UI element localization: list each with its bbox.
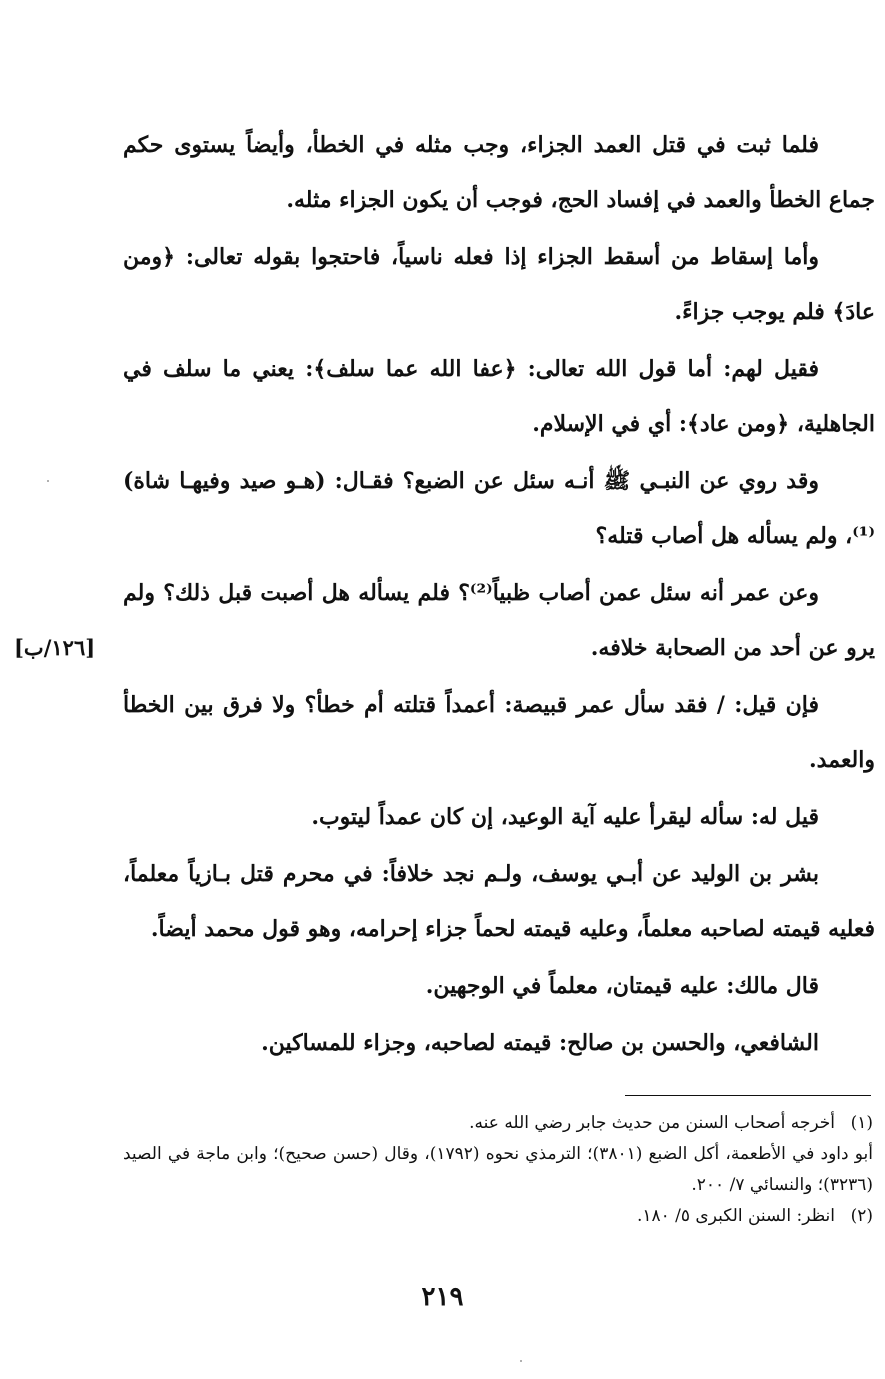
footnote-2: [123, 1201, 873, 1232]
paragraph-6: فإن قيل: / فقد سأل عمر قبيصة: أعمداً قتلته أم خطأ؟ ولا فرق بين الخطأ والعمد.: [123, 692, 875, 773]
scan-speck: [520, 1360, 522, 1362]
paragraph-8: بشر بن الوليد عن أبـي يوسف، ولـم نجد خلافاً: في محرم قتل بـازياً معلماً، فعليه قيمته لصاحبه معلماً، وعليه قيمته لحماً جزاء إحرامه، وهو قول محمد أيضاً.: [123, 861, 875, 942]
footnote-2-text: انظر: السنن الكبرى ٥/ ١٨٠.: [636, 1206, 835, 1226]
footnotes: [123, 1108, 873, 1232]
main-text: [123, 118, 875, 1073]
footnote-1-number: (١): [850, 1113, 873, 1133]
footnote-1-continuation: أبو داود في الأطعمة، أكل الضبع (٣٨٠١)؛ الترمذي نحوه (١٧٩٢)، وقال (حسن صحيح)؛ وابن ماجة في الصيد (٣٢٣٦)؛ والنسائي ٧/ ٢٠٠.: [123, 1144, 873, 1195]
footnote-divider: [625, 1095, 871, 1096]
footnote-2-number: (٢): [850, 1206, 873, 1226]
paragraph-9: قال مالك: عليه قيمتان، معلماً في الوجهين.: [425, 973, 819, 999]
paragraph-4: وقد روي عن النبـي ﷺ أنـه سئل عن الضبع؟ فقـال: (هـو صيد وفيهـا شاة)⁽¹⁾، ولم يسأله هل أصاب قتله؟: [123, 468, 875, 549]
paragraph-1: فلما ثبت في قتل العمد الجزاء، وجب مثله في الخطأ، وأيضاً يستوى حكم جماع الخطأ والعمد في إفساد الحج، فوجب أن يكون الجزاء مثله.: [123, 132, 875, 213]
paragraph-7: قيل له: سأله ليقرأ عليه آية الوعيد، إن كان عمداً ليتوب.: [311, 804, 819, 830]
scan-speck: [47, 480, 49, 482]
footnote-1: [123, 1108, 873, 1139]
paragraph-5: وعن عمر أنه سئل عمن أصاب ظبياً⁽²⁾؟ فلم يسأله هل أصبت قبل ذلك؟ ولم يرو عن أحد من الصحابة خلافه.: [123, 580, 875, 661]
paragraph-3: فقيل لهم: أما قول الله تعالى: ﴿عفا الله عما سلف﴾: يعني ما سلف في الجاهلية، ﴿ومن عاد﴾: أي في الإسلام.: [123, 356, 875, 437]
paragraph-10: الشافعي، والحسن بن صالح: قيمته لصاحبه، وجزاء للمساكين.: [261, 1030, 819, 1056]
paragraph-2: وأما إسقاط من أسقط الجزاء إذا فعله ناسياً، فاحتجوا بقوله تعالى: ﴿ومن عادَ﴾ فلم يوجب جزاءً.: [123, 244, 875, 325]
manuscript-folio-marker: [١٢٦/ب]: [14, 635, 96, 660]
footnote-1-text: أخرجه أصحاب السنن من حديث جابر رضي الله عنه.: [469, 1113, 835, 1133]
page-number: ٢١٩: [421, 1282, 464, 1312]
